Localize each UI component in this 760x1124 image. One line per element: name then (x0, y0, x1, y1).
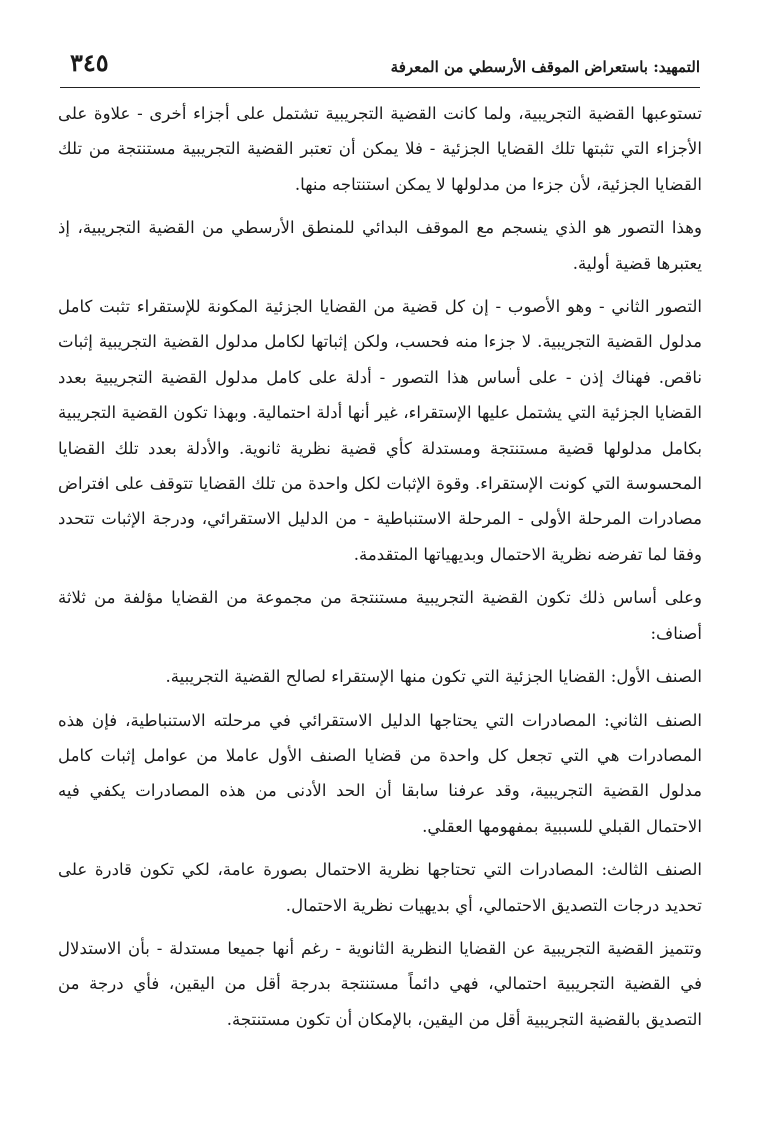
paragraph: وعلى أساس ذلك تكون القضية التجريبية مستنتجة من مجموعة من القضايا مؤلفة من ثلاثة أصناف: (58, 588, 702, 643)
paragraph: الصنف الثاني: المصادرات التي يحتاجها الدليل الاستقرائي في مرحلته الاستنباطية، فإن هذه المصادرات هي التي تجعل كل واحدة من قضايا الصنف الأول عاملا من عوامل إثبات كامل مدلول القضية التجريبية، وقد عرفنا سابقا أن الحد الأدنى من هذه المصادرات يكفي فيه الاحتمال القبلي للسببية بمفهومها العقلي. (58, 710, 702, 836)
paragraph: تستوعبها القضية التجريبية، ولما كانت القضية التجريبية تشتمل على أجزاء أخرى - علاوة على الأجزاء التي تثبتها تلك القضايا الجزئية - فلا يمكن أن تعتبر القضية التجريبية مستنتجة من تلك القضايا الجزئية، لأن جزءا من مدلولها لا يمكن استنتاجه منها. (58, 104, 702, 194)
page-number: ٣٤٥ (70, 48, 109, 77)
body-text (58, 96, 702, 1045)
paragraph: الصنف الأول: القضايا الجزئية التي تكون منها الإستقراء لصالح القضية التجريبية. (165, 667, 702, 687)
header-divider (60, 87, 700, 88)
paragraph: التصور الثاني - وهو الأصوب - إن كل قضية من القضايا الجزئية المكونة للإستقراء تثبت كامل مدلول القضية التجريبية. لا جزءا منه فحسب، ولكن إثباتها لكامل مدلول القضية التجريبية إثبات ناقص. فهناك إذن - على أساس هذا التصور - أدلة على كامل مدلول القضية التجريبية بعدد القضايا الجزئية التي يشتمل عليها الإستقراء، غير أنها أدلة احتمالية. وبهذا تكون القضية التجريبية بكامل مدلولها قضية مستنتجة ومستدلة كأي قضية نظرية ثانوية. والأدلة بعدد تلك القضايا المحسوسة التي كونت الإستقراء. وقوة الإثبات لكل واحدة من تلك القضايا تتوقف على افتراض مصادرات المرحلة الأولى - المرحلة الاستنباطية - من الدليل الاستقرائي، ودرجة الإثبات تتحدد وفقا لما تفرضه نظرية الاحتمال وبديهياتها المتقدمة. (58, 297, 702, 564)
page-header (60, 44, 700, 84)
paragraph: وتتميز القضية التجريبية عن القضايا النظرية الثانوية - رغم أنها جميعا مستدلة - بأن الاستدلال في القضية التجريبية احتمالي، فهي دائماً مستنتجة بدرجة أقل من اليقين، فأي درجة من التصديق بالقضية التجريبية أقل من اليقين، بالإمكان أن تكون مستنتجة. (58, 938, 702, 1029)
running-title: التمهيد: باستعراض الموقف الأرسطي من المعرفة (390, 58, 700, 76)
paragraph: الصنف الثالث: المصادرات التي تحتاجها نظرية الاحتمال بصورة عامة، لكي تكون قادرة على تحديد درجات التصديق الاحتمالي، أي بديهيات نظرية الاحتمال. (58, 860, 702, 915)
paragraph: وهذا التصور هو الذي ينسجم مع الموقف البدائي للمنطق الأرسطي من القضية التجريبية، إذ يعتبرها قضية أولية. (58, 218, 702, 273)
